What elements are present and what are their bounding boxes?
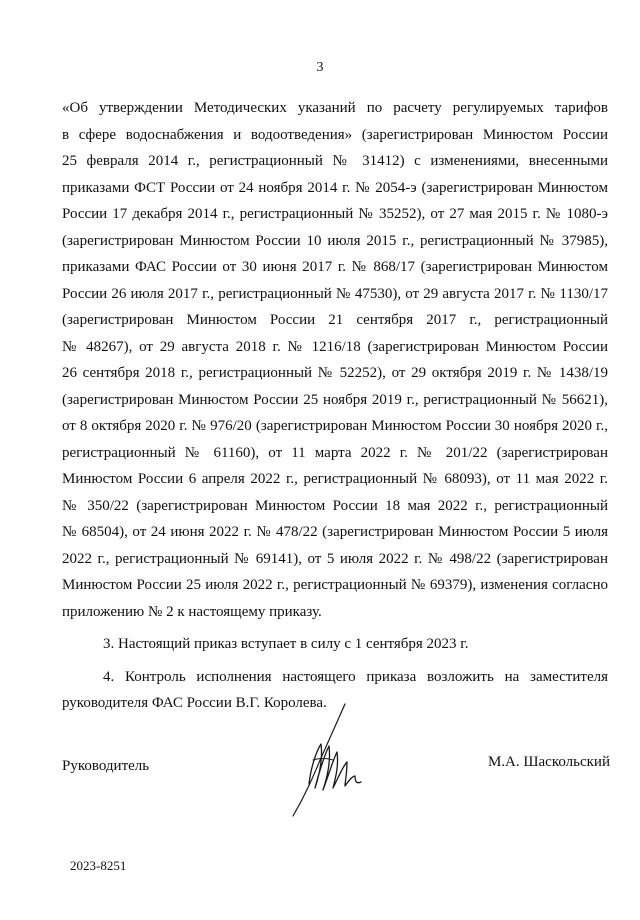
body-line: № 48267), от 29 августа 2018 г. № 1216/18 (зарегистрирован Минюстом России xyxy=(62,338,608,355)
clause-4-line: 4. Контроль исполнения настоящего приказа возложить на заместителя xyxy=(103,668,608,685)
clause-4-line: руководителя ФАС России В.Г. Королева. xyxy=(62,695,327,711)
body-line: «Об утверждении Методических указаний по расчету регулируемых тарифов xyxy=(62,100,608,116)
body-line: приказами ФСТ России от 24 ноября 2014 г. № 2054-э (зарегистрирован Минюстом xyxy=(62,179,608,196)
body-line: (зарегистрирован Минюстом России 21 сентября 2017 г., регистрационный xyxy=(62,312,608,328)
body-line: 2022 г., регистрационный № 69141), от 5 июля 2022 г. № 498/22 (зарегистрирован xyxy=(62,550,608,567)
document-code: 2023-8251 xyxy=(70,858,127,873)
body-line: 25 февраля 2014 г., регистрационный № 31412) с изменениями, внесенными xyxy=(62,153,608,169)
body-line: России 17 декабря 2014 г., регистрационный № 35252), от 27 мая 2015 г. № 1080-э xyxy=(62,206,608,222)
signature-block xyxy=(62,752,610,782)
body-line: (зарегистрирован Минюстом России 10 июля 2015 г., регистрационный № 37985), xyxy=(62,232,608,249)
body-line: в сфере водоснабжения и водоотведения» (зарегистрирован Минюстом России xyxy=(62,126,608,143)
body-line: (зарегистрирован Минюстом России 25 ноября 2019 г., регистрационный № 56621), xyxy=(62,391,608,408)
body-line: приказами ФАС России от 30 июня 2017 г. № 868/17 (зарегистрирован Минюстом xyxy=(62,259,608,275)
page-number: 3 xyxy=(316,60,324,75)
signer-title: Руководитель xyxy=(62,758,150,774)
body-line: приложению № 2 к настоящему приказу. xyxy=(62,603,322,620)
body-line: Минюстом России 25 июля 2022 г., регистрационный № 69379), изменения согласно xyxy=(62,577,608,593)
body-line: от 8 октября 2020 г. № 976/20 (зарегистрирован Минюстом России 30 ноября 2020 г., xyxy=(62,418,608,434)
clause-3-line: 3. Настоящий приказ вступает в силу с 1 сентября 2023 г. xyxy=(103,636,469,652)
document-body xyxy=(62,95,608,717)
signer-name: М.А. Шаскольский xyxy=(487,754,610,770)
body-line: № 350/22 (зарегистрирован Минюстом России 18 мая 2022 г., регистрационный xyxy=(62,497,608,514)
body-line: России 26 июля 2017 г., регистрационный № 47530), от 29 августа 2017 г. № 1130/17 xyxy=(62,285,608,302)
body-line: № 68504), от 24 июня 2022 г. № 478/22 (зарегистрирован Минюстом России 5 июля xyxy=(62,524,608,540)
body-line: регистрационный № 61160), от 11 марта 2022 г. № 201/22 (зарегистрирован xyxy=(62,444,608,461)
body-line: Минюстом России 6 апреля 2022 г., регистрационный № 68093), от 11 мая 2022 г. xyxy=(62,471,608,487)
body-line: 26 сентября 2018 г., регистрационный № 52252), от 29 октября 2019 г. № 1438/19 xyxy=(62,365,608,381)
